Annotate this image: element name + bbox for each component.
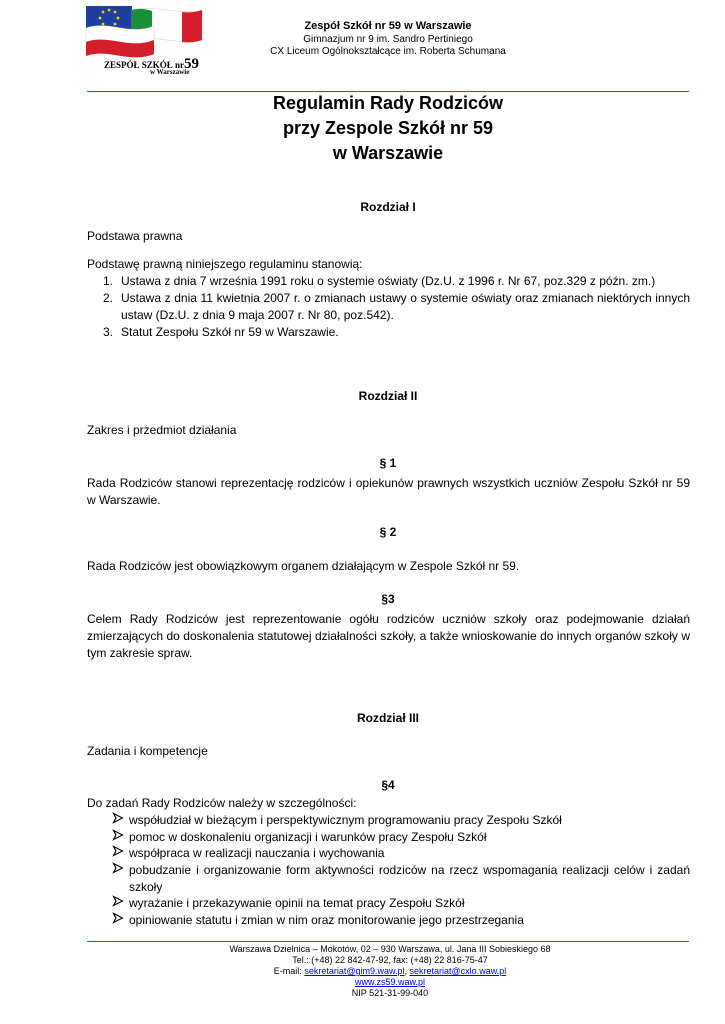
chapter-3-heading: Rozdział III <box>356 711 419 725</box>
legal-basis-item <box>103 290 690 324</box>
footer-emails <box>180 966 600 977</box>
list-number: 2. <box>103 291 114 305</box>
chapter-2-subtitle: Zakres i przedmiot działania <box>87 423 237 437</box>
task-item <box>112 895 690 912</box>
document-header <box>0 0 725 92</box>
document-title-line3: w Warszawie <box>332 143 444 163</box>
arrow-bullet-icon <box>112 812 124 824</box>
flags-emblem-icon <box>84 6 204 58</box>
school-logo <box>84 6 204 78</box>
footer-phone: Tel.: (+48) 22 842-47-92, fax: (+48) 22 816-75-47 <box>292 955 488 965</box>
email-separator: , <box>404 966 408 976</box>
paragraph-4-intro: Do zadań Rady Rodziców należy w szczególności: <box>87 796 357 810</box>
footer-nip: NIP 521-31-99-040 <box>351 988 429 998</box>
list-item-text: Ustawa z dnia 11 kwietnia 2007 r. o zmianach ustawy o systemie oświaty oraz zmianach niektórych innych ustaw (Dz.U. z dnia 9 maja 2007 r. Nr 80, poz.542). <box>121 291 690 322</box>
document-title-line1: Regulamin Rady Rodziców <box>272 93 504 113</box>
arrow-bullet-icon <box>112 862 124 874</box>
arrow-bullet-icon <box>112 845 124 857</box>
task-item <box>112 829 690 846</box>
arrow-bullet-icon <box>112 895 124 907</box>
paragraph-4-sign: §4 <box>381 778 395 792</box>
header-divider <box>87 91 689 92</box>
paragraph-2-text: Rada Rodziców jest obowiązkowym organem działającym w Zespole Szkół nr 59. <box>87 559 520 573</box>
task-item <box>112 812 690 829</box>
list-item-text: Statut Zespołu Szkół nr 59 w Warszawie. <box>121 325 339 339</box>
logo-school-label: ZESPÓŁ SZKÓŁ nr59 <box>104 56 200 72</box>
website-link[interactable]: www.zs59.waw.pl <box>354 977 426 987</box>
arrow-bullet-icon <box>112 912 124 924</box>
task-item-text: wyrażanie i przekazywanie opinii na temat pracy Zespołu Szkół <box>129 896 465 910</box>
legal-basis-item <box>103 273 690 290</box>
logo-city-label: w Warszawie <box>150 68 190 76</box>
task-item <box>112 862 690 896</box>
paragraph-3-sign: §3 <box>381 592 395 606</box>
arrow-bullet-icon <box>112 829 124 841</box>
chapter-1-intro: Podstawę prawną niniejszego regulaminu stanowią: <box>87 257 363 271</box>
logo-school-number: 59 <box>184 56 200 72</box>
task-item <box>112 912 690 929</box>
footer-divider <box>87 941 689 942</box>
list-number: 3. <box>103 325 114 339</box>
task-item-text: pomoc w doskonaleniu organizacji i warunków pracy Zespołu Szkół <box>129 830 487 844</box>
paragraph-3-text: Celem Rady Rodziców jest reprezentowanie ogółu rodziców uczniów szkoły oraz podejmowanie działań zmierzających do doskonalenia statutowej działalności szkoły, a także wnioskowanie do innych organów szkoły w tym zakresie spraw. <box>87 612 690 660</box>
task-item-text: opiniowanie statutu i zmian w nim oraz monitorowanie jego przestrzegania <box>129 913 524 927</box>
paragraph-2-sign: § 2 <box>379 525 397 539</box>
paragraph-1-text: Rada Rodziców stanowi reprezentację rodziców i opiekunów prawnych wszystkich uczniów Zespołu Szkół nr 59 w Warszawie. <box>87 476 690 507</box>
school-name: Zespół Szkół nr 59 w Warszawie <box>304 20 472 32</box>
task-item-text: współudział w bieżącym i perspektywicznym programowaniu pracy Zespołu Szkół <box>129 813 562 827</box>
chapter-3-subtitle: Zadania i kompetencje <box>87 744 208 758</box>
footer-address: Warszawa Dzielnica – Mokotów, 02 – 930 Warszawa, ul. Jana III Sobieskiego 68 <box>229 944 551 954</box>
email-link-gim9[interactable]: sekretariat@gim9.waw.pl <box>304 966 405 976</box>
footer-website <box>180 977 600 988</box>
document-title-line2: przy Zespole Szkół nr 59 <box>282 118 494 138</box>
task-item-text: pobudzanie i organizowanie form aktywności rodziców na rzecz wspomagania realizacji celów i zadań szkoły <box>129 863 690 894</box>
legal-basis-item <box>103 324 690 341</box>
task-item <box>112 845 690 862</box>
task-item-text: współpraca w realizacji nauczania i wychowania <box>129 846 385 860</box>
list-item-text: Ustawa z dnia 7 września 1991 roku o systemie oświaty (Dz.U. z 1996 r. Nr 67, poz.329 z późn. zm.) <box>121 274 656 288</box>
email-link-cxlo[interactable]: sekretariat@cxlo.waw.pl <box>409 966 507 976</box>
list-number: 1. <box>103 274 114 288</box>
school-gimnazjum: Gimnazjum nr 9 im. Sandro Pertiniego <box>303 34 473 45</box>
chapter-1-subtitle: Podstawa prawna <box>87 229 183 243</box>
chapter-2-heading: Rozdział II <box>358 389 418 403</box>
chapter-1-heading: Rozdział I <box>360 200 416 214</box>
paragraph-1-sign: § 1 <box>379 456 397 470</box>
email-label: E-mail: <box>273 966 302 976</box>
school-liceum: CX Liceum Ogólnokształcące im. Roberta Schumana <box>270 46 506 57</box>
